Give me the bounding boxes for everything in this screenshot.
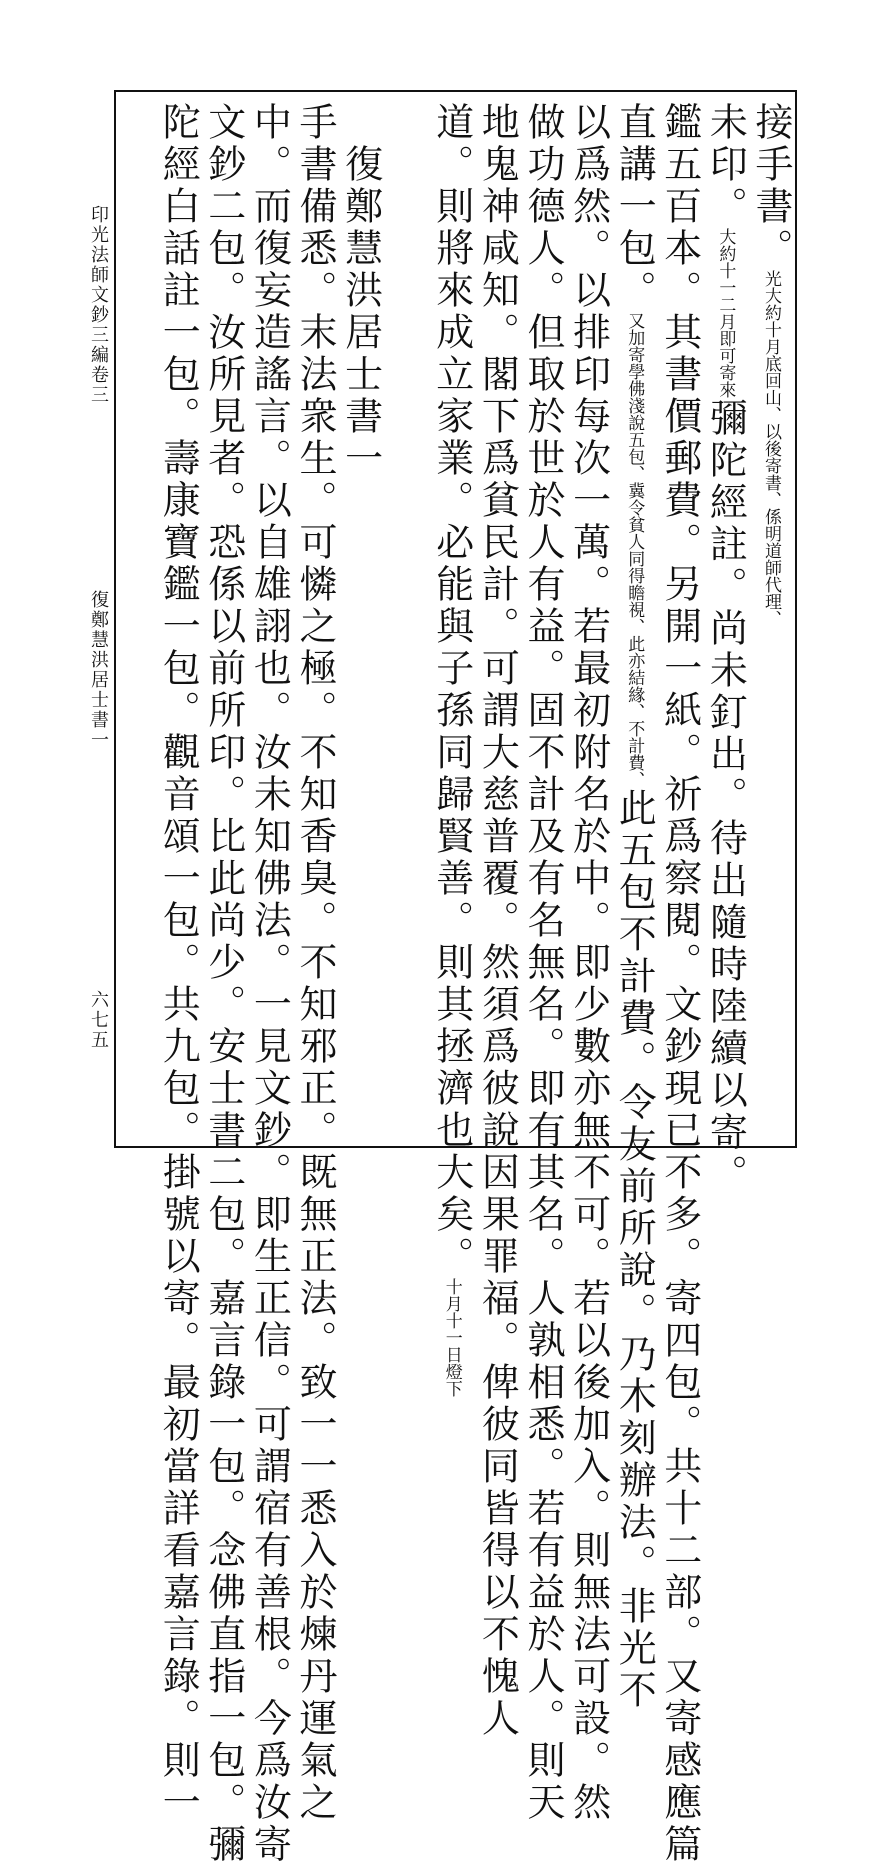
column-text-continued: 此五包不計費。令友前所說。乃木刻辦法。非光不: [612, 788, 657, 1712]
column-text: 直講一包。: [612, 102, 657, 312]
column-text-continued: 彌陀經註。尚未釘出。待出隨時陸續以寄。: [703, 398, 748, 1196]
text-column: [246, 102, 292, 1866]
column-text: 道。則將來成立家業。必能與子孫同歸賢善。則其拯濟也大矣。: [429, 102, 474, 1278]
text-column: [611, 102, 657, 1712]
interlinear-note: 又加寄學佛淺說五包、冀令貧人同得瞻視、此亦結緣、不計費、: [624, 312, 645, 788]
text-column: [748, 102, 794, 1142]
text-column: [474, 102, 520, 1740]
book-title: 印光法師文鈔三編卷三: [88, 205, 109, 405]
text-column: [702, 102, 748, 1196]
text-column: [429, 102, 475, 1397]
text-column: [520, 102, 566, 1824]
interlinear-note: 十月十一日燈下: [441, 1278, 462, 1397]
column-text: 鑑五百本。其書價郵費。另開一紙。祈爲察閱。文鈔現已不多。寄四包。共十二部。又寄感應篇: [657, 102, 702, 1866]
column-text: 文鈔二包。汝所見者。恐係以前所印。比此尚少。安士書二包。嘉言錄一包。念佛直指一包。彌: [201, 102, 246, 1866]
column-text: 地鬼神咸知。閣下爲貧民計。可謂大慈普覆。然須爲彼說因果罪福。俾彼同皆得以不愧人: [475, 102, 520, 1740]
column-text: 接手書。: [749, 102, 793, 270]
interlinear-note: 光大約十月底回山、以後寄書、係明道師代理、: [761, 270, 781, 627]
column-text: 中。而復妄造謠言。以自雄詡也。汝未知佛法。一見文鈔。即生正信。可謂宿有善根。今爲汝寄: [247, 102, 292, 1866]
section-title: 復鄭慧洪居士書一: [88, 590, 109, 750]
column-text: 手書備悉。末法衆生。可憐之極。不知香臭。不知邪正。既無正法。致一一悉入於煉丹運氣之: [293, 102, 337, 1824]
text-column: [338, 102, 384, 1142]
column-text: 做功德人。但取於世於人有益。固不計及有名無名。即有其名。人孰相悉。若有益於人。則天: [521, 102, 565, 1824]
text-column: [292, 102, 338, 1824]
text-column: [657, 102, 703, 1866]
text-column: [201, 102, 247, 1866]
text-column: [566, 102, 612, 1824]
text-column: [155, 102, 201, 1824]
column-text: 復鄭慧洪居士書一: [338, 102, 383, 480]
interlinear-note: 大約十一二月即可寄來: [715, 228, 736, 398]
column-text: 未印。: [703, 102, 748, 228]
column-text: 陀經白話註一包。壽康寶鑑一包。觀音頌一包。共九包。掛號以寄。最初當詳看嘉言錄。則一: [156, 102, 201, 1824]
text-column: [383, 102, 429, 1142]
page-number: 六七五: [88, 990, 109, 1050]
column-text: 以爲然。以排印每次一萬。若最初附名於中。即少數亦無不可。若以後加入。則無法可設。然: [566, 102, 611, 1824]
